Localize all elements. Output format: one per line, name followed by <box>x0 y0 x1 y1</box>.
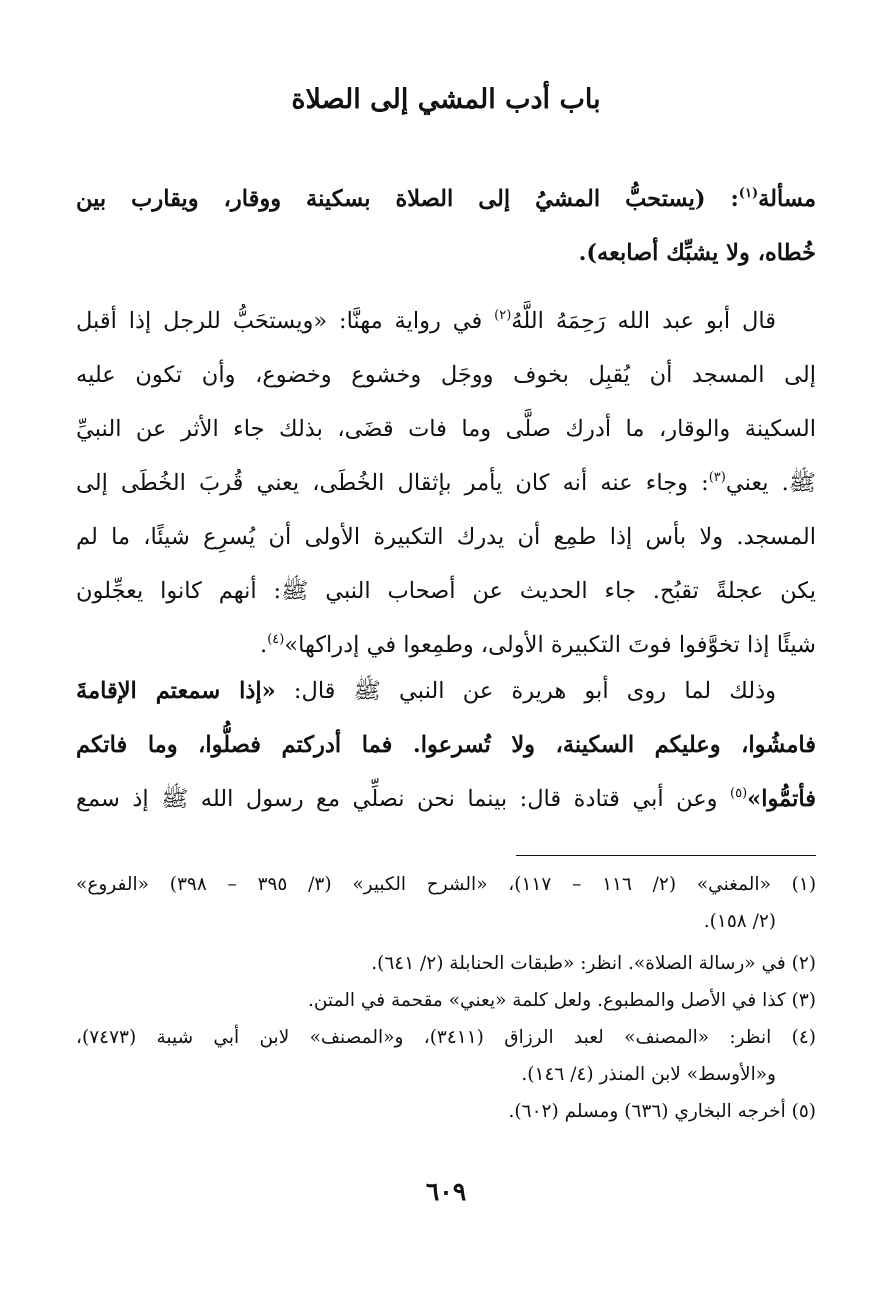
page-number: ٦٠٩ <box>425 1177 467 1206</box>
text-line: المسجد. ولا بأس إذا طمِع أن يدرك التكبيرة الأولى أن يُسرِع شيئًا، ما لم <box>76 524 816 550</box>
footnote-ref-2[interactable]: (٢) <box>494 308 512 323</box>
text-line: السكينة والوقار، ما أدرك صلَّى وما فات قضَى، بذلك جاء الأثر عن النبيِّ <box>76 416 816 442</box>
hadith-text: «إذا سمعتم الإقامةَ <box>76 678 276 704</box>
footnote-ref-4[interactable]: (٤) <box>267 632 285 647</box>
footnote-3: (٣) كذا في الأصل والمطبوع. ولعل كلمة «يعني» مقحمة في المتن. <box>307 990 816 1011</box>
masala-label: مسألة <box>758 186 816 212</box>
paragraph-1 <box>76 294 816 672</box>
footnote-5: (٥) أخرجه البخاري (٦٣٦) ومسلم (٦٠٢). <box>508 1101 816 1122</box>
text-line: وذلك لما روى أبو هريرة عن النبي ﷺ قال: «إذا سمعتم الإقامةَ <box>76 678 776 704</box>
hadith-text: فامشُوا، وعليكم السكينة، ولا تُسرعوا. فما أدركتم فصلُّوا، وما فاتكم <box>76 732 816 758</box>
masala-text: : (يستحبُّ المشيُ إلى الصلاة بسكينة ووقار، ويقارب بين <box>76 186 739 212</box>
footnote-1: (١) «المغني» (٢/ ١١٦ – ١١٧)، «الشرح الكبير» (٣/ ٣٩٥ – ٣٩٨) «الفروع» <box>76 874 817 895</box>
footnote-ref-5[interactable]: (٥) <box>730 786 748 801</box>
text-line: إلى المسجد أن يُقبِل بخوف ووجَل وخشوع وخضوع، وأن تكون عليه <box>76 362 816 388</box>
footnote-2: (٢) في «رسالة الصلاة». انظر: «طبقات الحنابلة (٢/ ٦٤١). <box>371 953 816 974</box>
masala-paragraph <box>76 172 816 280</box>
footnotes <box>76 866 816 1130</box>
footnote-4-continued: و«الأوسط» لابن المنذر (٤/ ١٤٦). <box>521 1064 776 1085</box>
text-line: قال أبو عبد الله رَحِمَهُ اللَّهُ$^{(٢)}$ في رواية مهنَّا: «ويستحَبُّ للرجل إذا أقبل <box>76 308 776 334</box>
footnote-ref-3[interactable]: (٣) <box>708 470 726 485</box>
text-line: يكن عجلةً تقبُح. جاء الحديث عن أصحاب النبي ﷺ: أنهم كانوا يعجِّلون <box>76 578 816 604</box>
footnote-1-continued: (٢/ ١٥٨). <box>703 911 776 932</box>
text-line: فأتمُّوا»$^{(٥)}$ وعن أبي قتادة قال: بينما نحن نصلِّي مع رسول الله ﷺ إذ سمع <box>76 786 816 812</box>
footnote-ref-1[interactable]: (١) <box>738 186 759 201</box>
footnote-4: (٤) انظر: «المصنف» لعبد الرزاق (٣٤١١)، و«المصنف» لابن أبي شيبة (٧٤٧٣)، <box>76 1027 816 1048</box>
paragraph-2 <box>76 664 816 826</box>
text-line: ﷺ. يعني$^{(٣)}$: وجاء عنه أنه كان يأمر بإثقال الخُطَى، يعني قُربَ الخُطَى إلى <box>76 470 816 496</box>
text-line <box>76 172 816 226</box>
text-line: خُطاه، ولا يشبِّك أصابعه). <box>578 240 816 266</box>
chapter-title: باب أدب المشي إلى الصلاة <box>291 84 601 115</box>
footnote-divider <box>516 855 816 856</box>
text-line: شيئًا إذا تخوَّفوا فوتَ التكبيرة الأولى، وطمِعوا في إدراكها»$^{(٤)}$. <box>260 632 816 658</box>
